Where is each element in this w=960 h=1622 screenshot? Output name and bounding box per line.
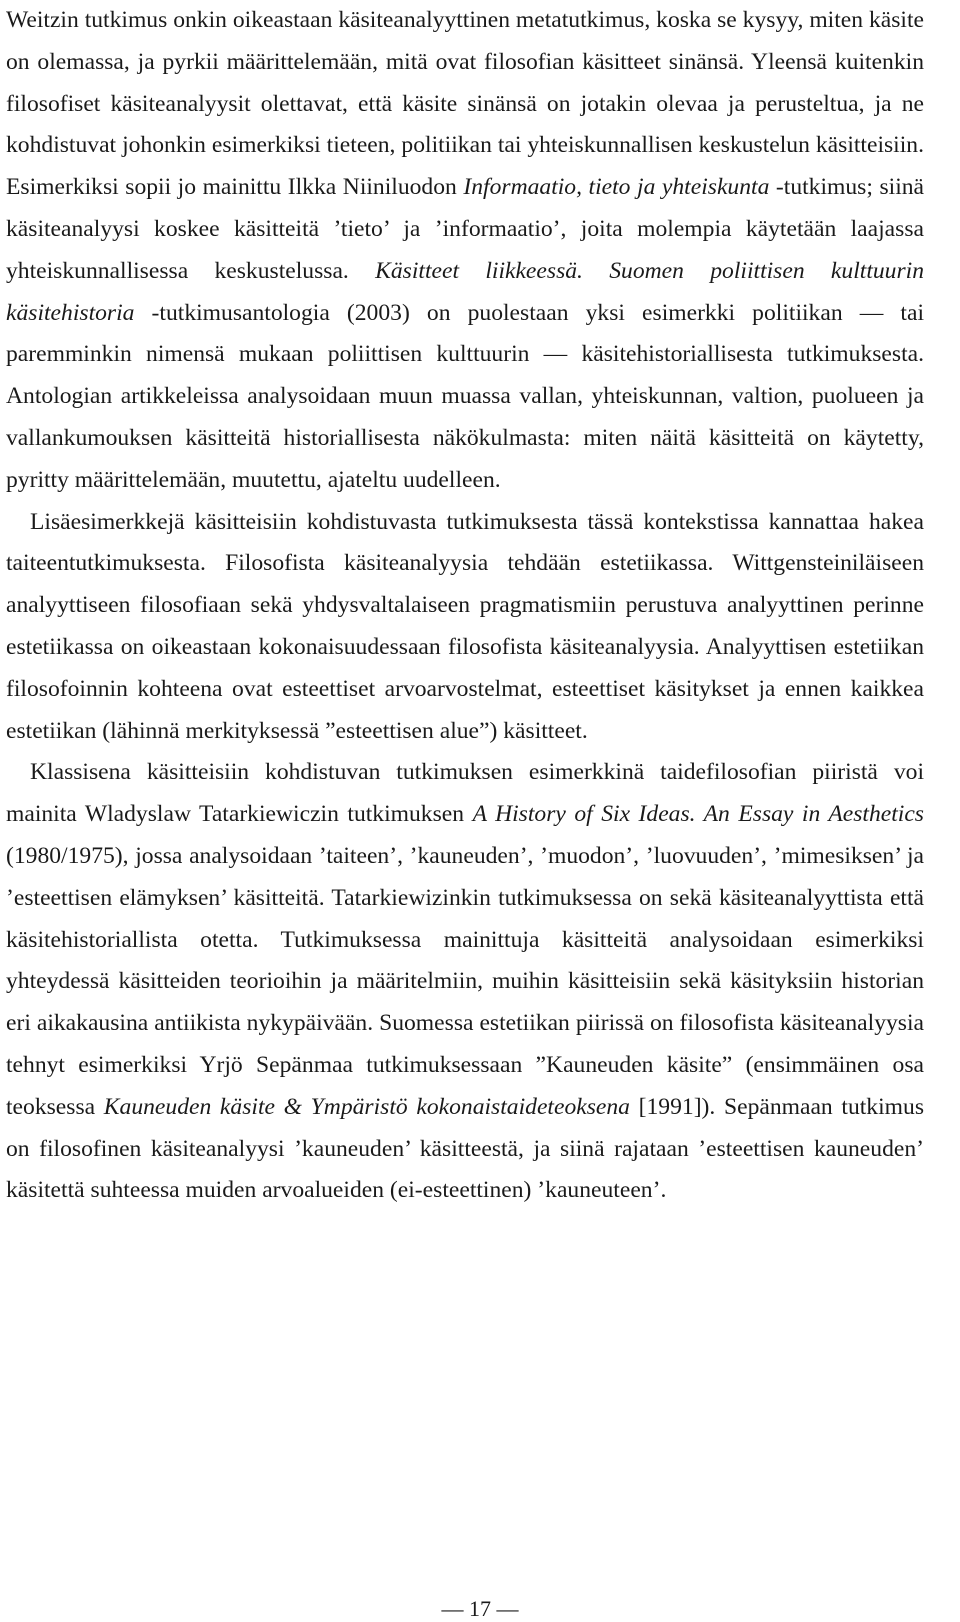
paragraph-2 bbox=[6, 502, 924, 753]
paragraph-3-run-1: Klassisena käsitteisiin kohdistuvan tutkimuksen esimerkkinä taidefilosofian piiristä voi mainita Wladyslaw Tatarkiewiczin tutkimuksen bbox=[6, 759, 924, 828]
paragraph-1-run-5: -tutkimusantologia (2003) on puolestaan yksi esimerkki politiikan — tai paremminkin nimensä mukaan poliittisen kulttuurin — käsitehistoriallisesta tutkimuksesta. Antologian artikkeleissa analysoidaan muun muassa vallan, yhteiskunnan, valtion, puolueen ja vallankumouksen käsitteitä historiallisesta näkökulmasta: miten näitä käsitteitä on käytetty, pyritty määrittelemään, muutettu, ajateltu uudelleen. bbox=[6, 299, 924, 493]
paragraph-3-run-4: Kauneuden käsite & Ympäristö kokonaistaideteoksena bbox=[103, 1093, 630, 1120]
paragraph-1-run-1: Weitzin tutkimus onkin oikeastaan käsiteanalyyttinen metatutkimus, koska se kysyy, miten käsite on olemassa, ja pyrkii määrittelemään, mitä ovat filosofian käsitteet sinänsä. Yleensä kuitenkin filosofiset käsiteanalyysit olettavat, että käsite sinänsä on jotakin olevaa ja perusteltua, ja ne kohdistuvat johonkin esimerkiksi tieteen, politiikan tai yhteiskunnallisen keskustelun käsitteisiin. Esimerkiksi sopii jo mainittu Ilkka Niiniluodon bbox=[6, 7, 924, 201]
page-body bbox=[6, 0, 924, 1212]
paragraph-2-run-1: Lisäesimerkkejä käsitteisiin kohdistuvasta tutkimuksesta tässä kontekstissa kannattaa hakea taiteentutkimuksesta. Filosofista käsiteanalyysia tehdään estetiikassa. Wittgensteiniläiseen analyyttiseen filosofiaan sekä yhdysvaltalaiseen pragmatismiin perustuva analyyttinen perinne estetiikassa on oikeastaan kokonaisuudessaan filosofista käsiteanalyysia. Analyyttisen estetiikan filosofoinnin kohteena ovat esteettiset arvoarvostelmat, esteettiset käsitykset ja ennen kaikkea estetiikan (lähinnä merkityksessä ”esteettisen alue”) käsitteet. bbox=[6, 508, 924, 744]
paragraph-3-run-3: (1980/1975), jossa analysoidaan ’taiteen’, ’kauneuden’, ’muodon’, ’luovuuden’, ’mimesiksen’ ja ’esteettisen elämyksen’ käsitteitä. Tatarkiewizinkin tutkimuksessa on sekä käsiteanalyyttista että käsitehistoriallista otetta. Tutkimuksessa mainittuja käsitteitä analysoidaan esimerkiksi yhteydessä käsitteiden teorioihin ja määritelmiin, muihin käsitteisiin sekä käsityksiin historian eri aikakausina antiikista nykypäivään. Suomessa estetiikan piirissä on filosofista käsiteanalyysia tehnyt esimerkiksi Yrjö Sepänmaa tutkimuksessaan ”Kauneuden käsite” (ensimmäinen osa teoksessa bbox=[6, 842, 924, 1120]
paragraph-3 bbox=[6, 752, 924, 1212]
paragraph-3-run-5: [1991]). Sepänmaan tutkimus on filosofinen käsiteanalyysi ’kauneuden’ käsitteestä, ja siinä rajataan ’esteettisen kauneuden’ käsitettä suhteessa muiden arvoalueiden (ei-esteettinen) ’kauneuteen’. bbox=[6, 1093, 924, 1204]
paragraph-1-run-2: Informaatio, tieto ja yhteiskunta bbox=[463, 174, 770, 201]
paragraph-1-run-4: Käsitteet liikkeessä. Suomen poliittisen kulttuurin käsitehistoria bbox=[6, 257, 924, 326]
paragraph-1 bbox=[6, 0, 924, 502]
page-number: — 17 — bbox=[441, 1596, 519, 1621]
paragraph-1-run-3: -tutkimus; siinä käsiteanalyysi koskee käsitteitä ’tieto’ ja ’informaatio’, joita molempia käytetään laajassa yhteiskunnallisessa keskustelussa. bbox=[6, 174, 925, 284]
paragraph-3-run-2: A History of Six Ideas. An Essay in Aesthetics bbox=[472, 801, 924, 828]
